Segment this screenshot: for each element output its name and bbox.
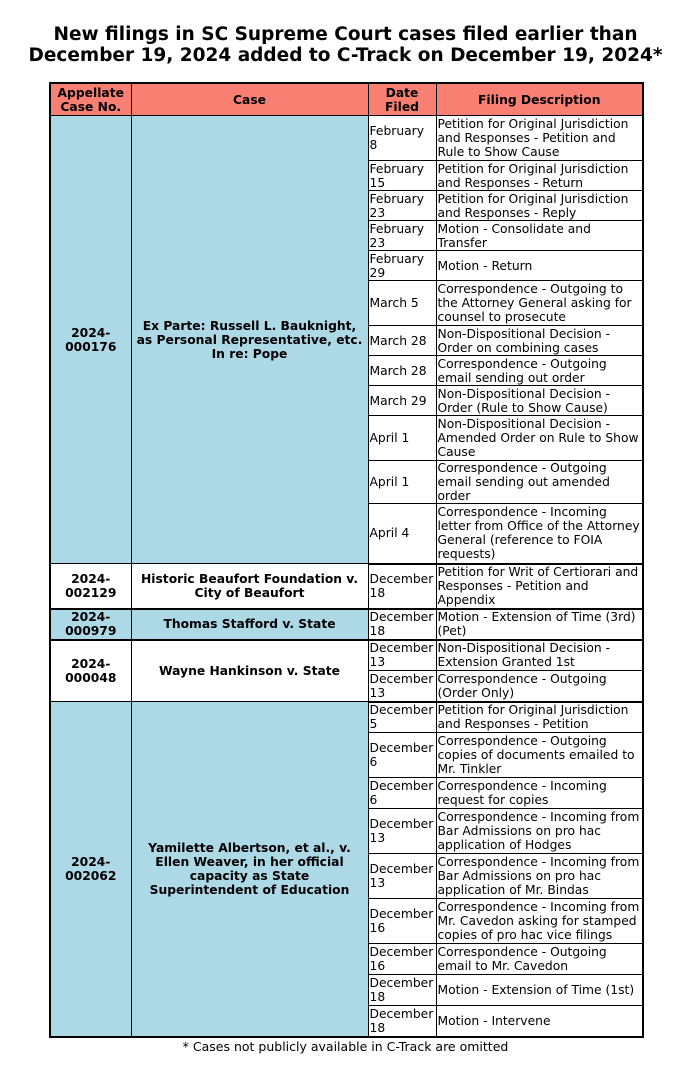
table-header-row bbox=[50, 83, 643, 116]
table-row bbox=[50, 116, 643, 161]
filing-description-cell: Correspondence - Outgoing email sending out order bbox=[436, 356, 643, 386]
filing-description-cell: Petition for Original Jurisdiction and Responses - Petition and Rule to Show Cause bbox=[436, 116, 643, 161]
case-name-cell: Wayne Hankinson v. State bbox=[131, 640, 368, 702]
filing-description-cell: Correspondence - Incoming request for copies bbox=[436, 778, 643, 809]
filing-description-cell: Correspondence - Outgoing copies of documents emailed to Mr. Tinkler bbox=[436, 733, 643, 778]
filing-description-cell: Non-Dispositional Decision - Amended Order on Rule to Show Cause bbox=[436, 416, 643, 461]
filing-description-cell: Non-Dispositional Decision - Order on combining cases bbox=[436, 326, 643, 356]
date-filed-cell: April 4 bbox=[368, 504, 436, 564]
filing-description-cell: Correspondence - Incoming letter from Office of the Attorney General (reference to FOIA requests) bbox=[436, 504, 643, 564]
date-filed-cell: March 29 bbox=[368, 386, 436, 416]
filing-description-cell: Petition for Original Jurisdiction and Responses - Petition bbox=[436, 702, 643, 733]
date-filed-cell: December 6 bbox=[368, 778, 436, 809]
date-filed-cell: December 16 bbox=[368, 899, 436, 944]
table-row bbox=[50, 564, 643, 609]
filing-description-cell: Non-Dispositional Decision - Extension Granted 1st bbox=[436, 640, 643, 671]
case-name-cell: Thomas Stafford v. State bbox=[131, 609, 368, 640]
filing-description-cell: Petition for Original Jurisdiction and Responses - Return bbox=[436, 161, 643, 191]
header-case: Case bbox=[131, 83, 368, 116]
header-date-filed: Date Filed bbox=[368, 83, 436, 116]
date-filed-cell: December 18 bbox=[368, 975, 436, 1006]
date-filed-cell: December 13 bbox=[368, 640, 436, 671]
date-filed-cell: March 28 bbox=[368, 326, 436, 356]
filing-description-cell: Motion - Extension of Time (3rd) (Pet) bbox=[436, 609, 643, 640]
filing-description-cell: Correspondence - Incoming from Bar Admissions on pro hac application of Hodges bbox=[436, 809, 643, 854]
case-number-cell: 2024-002129 bbox=[50, 564, 131, 609]
filing-description-cell: Correspondence - Outgoing email to Mr. Cavedon bbox=[436, 944, 643, 975]
date-filed-cell: December 6 bbox=[368, 733, 436, 778]
filings-table bbox=[49, 82, 644, 1038]
filing-description-cell: Correspondence - Incoming from Bar Admissions on pro hac application of Mr. Bindas bbox=[436, 854, 643, 899]
date-filed-cell: December 18 bbox=[368, 564, 436, 609]
date-filed-cell: February 8 bbox=[368, 116, 436, 161]
filing-description-cell: Correspondence - Outgoing email sending out amended order bbox=[436, 461, 643, 504]
date-filed-cell: April 1 bbox=[368, 461, 436, 504]
case-number-cell: 2024-000979 bbox=[50, 609, 131, 640]
date-filed-cell: February 23 bbox=[368, 221, 436, 251]
case-number-cell: 2024-002062 bbox=[50, 702, 131, 1037]
filing-description-cell: Motion - Extension of Time (1st) bbox=[436, 975, 643, 1006]
date-filed-cell: December 13 bbox=[368, 854, 436, 899]
case-name-cell: Yamilette Albertson, et al., v. Ellen Weaver, in her official capacity as State Superintendent of Education bbox=[131, 702, 368, 1037]
date-filed-cell: December 16 bbox=[368, 944, 436, 975]
date-filed-cell: March 28 bbox=[368, 356, 436, 386]
case-number-cell: 2024-000176 bbox=[50, 116, 131, 564]
filing-description-cell: Motion - Return bbox=[436, 251, 643, 281]
filing-description-cell: Motion - Intervene bbox=[436, 1006, 643, 1037]
case-number-cell: 2024-000048 bbox=[50, 640, 131, 702]
date-filed-cell: February 23 bbox=[368, 191, 436, 221]
title-line-1: New filings in SC Supreme Court cases filed earlier than bbox=[53, 24, 638, 45]
case-name-cell: Historic Beaufort Foundation v. City of Beaufort bbox=[131, 564, 368, 609]
title-line-2: December 19, 2024 added to C-Track on December 19, 2024* bbox=[28, 45, 663, 66]
filing-description-cell: Petition for Writ of Certiorari and Responses - Petition and Appendix bbox=[436, 564, 643, 609]
filing-description-cell: Motion - Consolidate and Transfer bbox=[436, 221, 643, 251]
table-row bbox=[50, 609, 643, 640]
date-filed-cell: April 1 bbox=[368, 416, 436, 461]
case-name-cell: Ex Parte: Russell L. Bauknight, as Personal Representative, etc. In re: Pope bbox=[131, 116, 368, 564]
date-filed-cell: December 18 bbox=[368, 1006, 436, 1037]
filing-description-cell: Petition for Original Jurisdiction and Responses - Reply bbox=[436, 191, 643, 221]
date-filed-cell: December 5 bbox=[368, 702, 436, 733]
header-filing-description: Filing Description bbox=[436, 83, 643, 116]
filing-description-cell: Correspondence - Incoming from Mr. Cavedon asking for stamped copies of pro hac vice filings bbox=[436, 899, 643, 944]
date-filed-cell: March 5 bbox=[368, 281, 436, 326]
header-case-no: Appellate Case No. bbox=[50, 83, 131, 116]
table-row bbox=[50, 640, 643, 671]
page-title bbox=[0, 24, 691, 66]
filing-description-cell: Non-Dispositional Decision - Order (Rule to Show Cause) bbox=[436, 386, 643, 416]
table-row bbox=[50, 702, 643, 733]
date-filed-cell: February 29 bbox=[368, 251, 436, 281]
filing-description-cell: Correspondence - Outgoing (Order Only) bbox=[436, 671, 643, 702]
date-filed-cell: February 15 bbox=[368, 161, 436, 191]
date-filed-cell: December 13 bbox=[368, 671, 436, 702]
filing-description-cell: Correspondence - Outgoing to the Attorney General asking for counsel to prosecute bbox=[436, 281, 643, 326]
date-filed-cell: December 18 bbox=[368, 609, 436, 640]
date-filed-cell: December 13 bbox=[368, 809, 436, 854]
table-body bbox=[50, 116, 643, 1037]
footnote: * Cases not publicly available in C-Track are omitted bbox=[182, 1039, 509, 1054]
